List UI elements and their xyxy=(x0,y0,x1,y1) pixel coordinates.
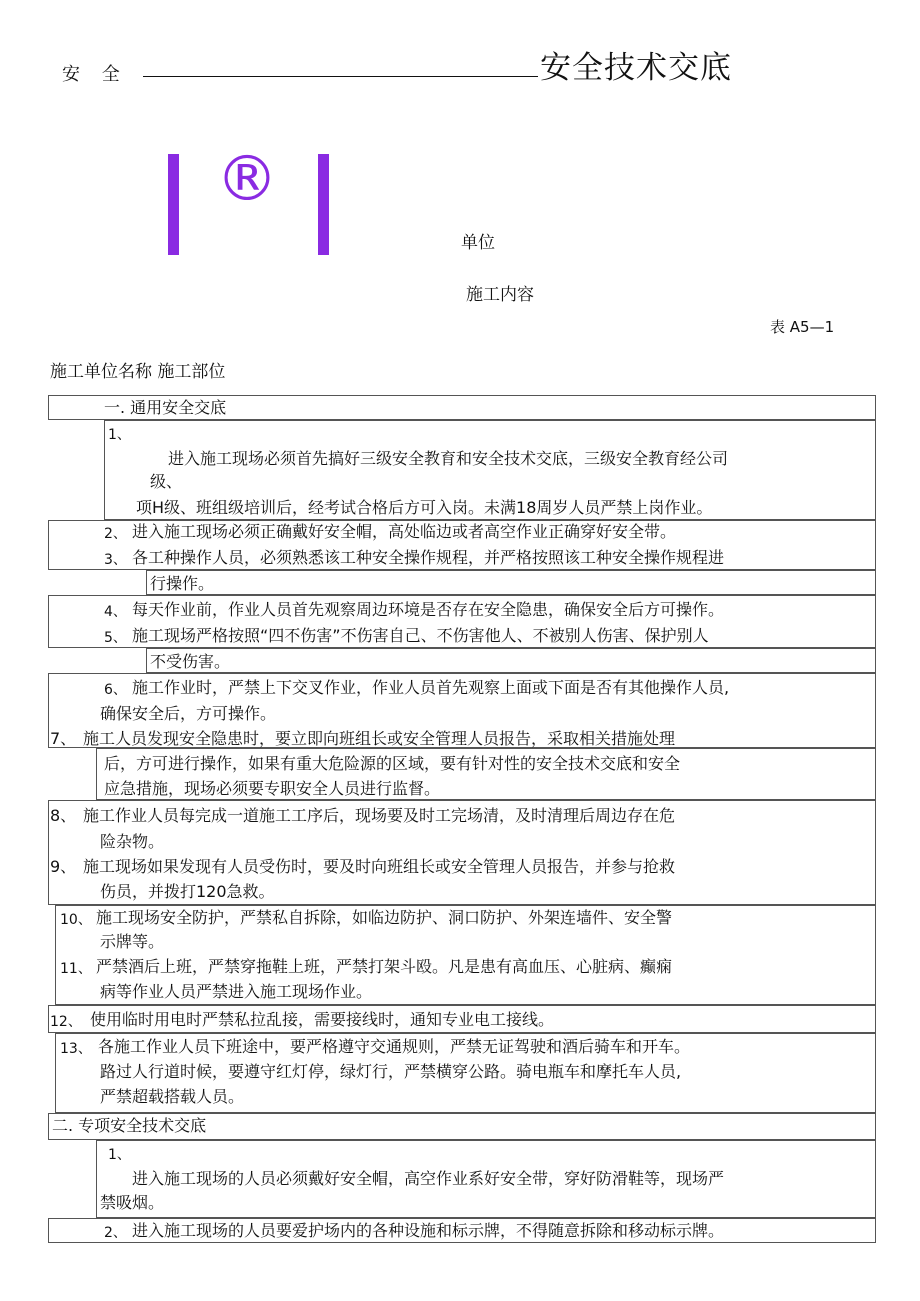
registered-mark-icon: ® xyxy=(216,142,278,215)
item-text: 后，方可进行操作，如果有重大危险源的区域，要有针对性的安全技术交底和安全 xyxy=(104,754,681,773)
item-text: 各施工作业人员下班途中，要严格遵守交通规则，严禁无证驾驶和酒后骑车和开车。 xyxy=(98,1037,691,1056)
page-title: 安全技术交底 xyxy=(540,50,732,86)
item-text: 险杂物。 xyxy=(100,832,165,851)
item-text: 不受伤害。 xyxy=(150,652,231,671)
item-text: 进入施工现场必须首先搞好三级安全教育和安全技术交底，三级安全教育经公司 xyxy=(168,449,729,468)
header-prefix: 安 全 xyxy=(62,64,128,85)
item-text: 项H级、班组级培训后，经考试合格后方可入岗。未满18周岁人员严禁上岗作业。 xyxy=(136,498,713,517)
logo-right-bar xyxy=(318,154,329,255)
item-text: 应急措施，现场必须要专职安全人员进行监督。 xyxy=(104,779,441,798)
item-text: 进入施工现场的人员必须戴好安全帽，高空作业系好安全带，穿好防滑鞋等，现场严 xyxy=(132,1169,725,1188)
item-number: 3、 xyxy=(104,552,127,568)
logo-left-bar xyxy=(168,154,179,255)
item-text: 每天作业前，作业人员首先观察周边环境是否存在安全隐患，确保安全后方可操作。 xyxy=(132,600,725,619)
item-text: 禁吸烟。 xyxy=(100,1193,165,1212)
item-number: 2、 xyxy=(104,1225,127,1241)
section2-title: 二. 专项安全技术交底 xyxy=(52,1116,207,1135)
item-number: 1、 xyxy=(108,427,131,443)
item-text: 施工作业人员每完成一道施工工序后，现场要及时工完场清，及时清理后周边存在危 xyxy=(83,806,676,825)
item-text: 施工现场安全防护，严禁私自拆除，如临边防护、洞口防护、外架连墙件、安全警 xyxy=(96,908,673,927)
item-text: 严禁超载搭载人员。 xyxy=(100,1087,245,1106)
item-number: 5、 xyxy=(104,630,127,646)
item-number: 11、 xyxy=(60,961,92,977)
item-text: 进入施工现场的人员要爱护场内的各种设施和标示牌，不得随意拆除和移动标示牌。 xyxy=(132,1221,725,1240)
item-number: 4、 xyxy=(104,604,127,620)
item-text: 严禁酒后上班，严禁穿拖鞋上班，严禁打架斗殴。凡是患有高血压、心脏病、癫痫 xyxy=(96,957,673,976)
item-number: 10、 xyxy=(60,912,92,928)
item-number: 8、 xyxy=(50,806,77,825)
item-text: 级、 xyxy=(150,472,183,491)
item-text: 进入施工现场必须正确戴好安全帽，高处临边或者高空作业正确穿好安全带。 xyxy=(132,522,677,541)
header-underline xyxy=(143,76,538,77)
item-number: 6、 xyxy=(104,682,127,698)
unit-label: 单位 xyxy=(461,233,495,253)
item-text: 病等作业人员严禁进入施工现场作业。 xyxy=(100,982,373,1001)
item-text: 路过人行道时候，要遵守红灯停，绿灯行，严禁横穿公路。骑电瓶车和摩托车人员, xyxy=(100,1062,682,1081)
item-number: 9、 xyxy=(50,857,77,876)
item-text: 伤员，并拨打120急救。 xyxy=(100,882,275,901)
item-number: 12、 xyxy=(50,1014,82,1030)
item-text: 施工现场严格按照“四不伤害”不伤害自己、不伤害他人、不被别人伤害、保护别人 xyxy=(132,626,709,645)
section1-title: 一. 通用安全交底 xyxy=(104,398,227,417)
item-text: 施工作业时，严禁上下交叉作业，作业人员首先观察上面或下面是否有其他操作人员, xyxy=(132,678,730,697)
item-text: 行操作。 xyxy=(150,574,215,593)
name-row: 施工单位名称 施工部位 xyxy=(50,362,226,382)
form-number: 表 A5—1 xyxy=(770,318,835,336)
item-text: 施工现场如果发现有人员受伤时，要及时向班组长或安全管理人员报告，并参与抢救 xyxy=(83,857,676,876)
item-text: 各工种操作人员，必须熟悉该工种安全操作规程，并严格按照该工种安全操作规程进 xyxy=(132,548,725,567)
item-text: 示牌等。 xyxy=(100,932,165,951)
item-text: 施工人员发现安全隐患时，要立即向班组长或安全管理人员报告，采取相关措施处理 xyxy=(83,729,676,748)
item-number: 7、 xyxy=(50,729,77,748)
item-text: 使用临时用电时严禁私拉乱接，需要接线时，通知专业电工接线。 xyxy=(90,1010,555,1029)
item-number: 1、 xyxy=(108,1147,131,1163)
content-label: 施工内容 xyxy=(466,285,534,305)
item-text: 确保安全后，方可操作。 xyxy=(100,704,277,723)
item-number: 13、 xyxy=(60,1041,92,1057)
item5-cont-box xyxy=(146,648,876,673)
item-number: 2、 xyxy=(104,526,127,542)
item3-cont-box xyxy=(146,570,876,595)
